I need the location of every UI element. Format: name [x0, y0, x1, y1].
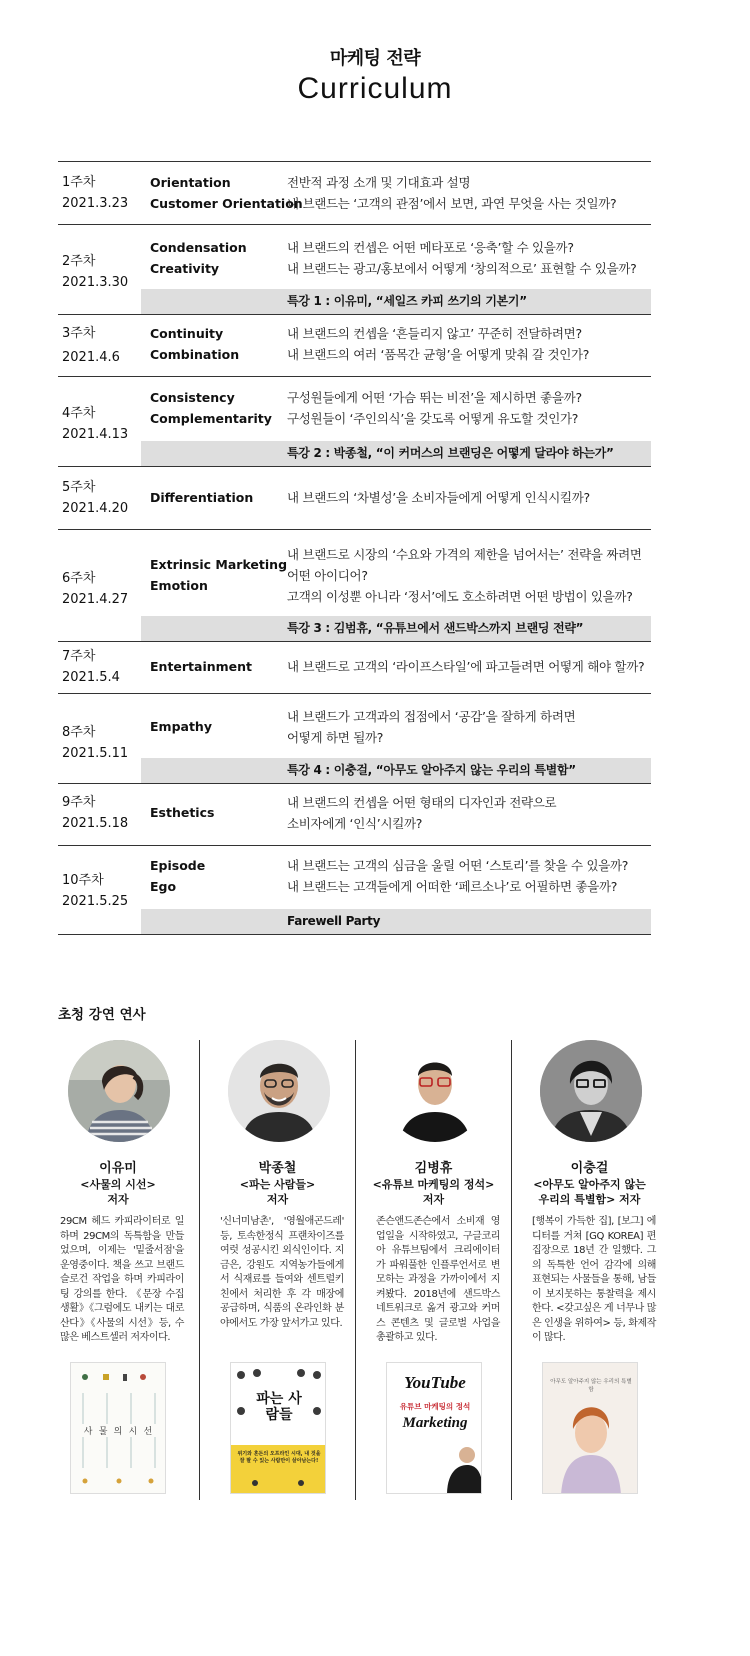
speaker-card [355, 1040, 511, 1500]
week-label [62, 323, 120, 368]
week-row [58, 642, 651, 694]
speaker-book: <유튜브 마케팅의 정석> 저자 [372, 1178, 495, 1206]
book-cover [230, 1362, 326, 1494]
topic: Condensation [150, 240, 247, 255]
topic: Empathy [150, 719, 212, 734]
special-lecture: 특강 2 : 박종철, “이 커머스의 브랜딩은 어떻게 달라야 하는가” [141, 441, 651, 466]
week-label [62, 403, 128, 445]
question: 내 브랜드는 광고/홍보에서 어떻게 ‘창의적으로’ 표현할 수 있을까? [287, 261, 637, 276]
week-date: 2021.5.4 [62, 670, 120, 685]
cover-subtitle: 유튜브 마케팅의 정석 [399, 1402, 471, 1411]
week-row [58, 530, 651, 642]
cover-title: 파는 사람들 [256, 1391, 302, 1423]
topic: Creativity [150, 261, 220, 276]
book-cover [70, 1362, 166, 1494]
week-date: 2021.3.23 [62, 196, 129, 211]
question: 구성원들이 ‘주인의식’을 갖도록 어떻게 유도할 것인가? [287, 411, 579, 426]
week-label [62, 722, 128, 764]
question: 어떤 아이디어? [287, 568, 368, 583]
week-label [62, 646, 120, 688]
week-row [58, 225, 651, 315]
week-questions [287, 792, 651, 834]
week-number: 3주차 [62, 326, 96, 341]
week-number: 8주차 [62, 725, 96, 740]
week-questions [287, 172, 651, 214]
week-number: 9주차 [62, 795, 96, 810]
cover-title: 아무도 알아주지 않는 우리의 특별함 [550, 1379, 632, 1393]
book-cover [386, 1362, 482, 1494]
special-lecture: 특강 4 : 이충걸, “아무도 알아주지 않는 우리의 특별함” [141, 758, 651, 783]
avatar [540, 1040, 642, 1142]
week-row [58, 162, 651, 225]
question: 내 브랜드는 고객의 심금을 울릴 어떤 ‘스토리’를 찾을 수 있을까? [287, 858, 629, 873]
week-row [58, 846, 651, 935]
week-number: 1주차 [62, 175, 96, 190]
week-date: 2021.3.30 [62, 275, 129, 290]
week-questions [287, 487, 651, 508]
question: 내 브랜드의 컨셉을 어떤 형태의 디자인과 전략으로 [287, 795, 557, 810]
cover-title: 사 물 의 시 선 [71, 1424, 166, 1437]
question: 내 브랜드가 고객과의 접점에서 ‘공감’을 잘하게 하려면 [287, 709, 576, 724]
speaker-name: 이유미 [99, 1161, 137, 1176]
week-questions [287, 323, 651, 365]
question: 내 브랜드는 고객들에게 어떠한 ‘페르소나’로 어필하면 좋을까? [287, 879, 618, 894]
avatar [384, 1040, 486, 1142]
page-title-en: Curriculum [297, 72, 453, 105]
curriculum-table [58, 161, 651, 935]
question: 내 브랜드의 컨셉은 어떤 메타포로 ‘응축’할 수 있을까? [287, 240, 574, 255]
question: 내 브랜드는 ‘고객의 관점’에서 보면, 과연 무엇을 사는 것일까? [287, 196, 617, 211]
week-date: 2021.4.6 [62, 350, 120, 365]
week-topics [150, 855, 205, 897]
avatar [228, 1040, 330, 1142]
speaker-card [199, 1040, 355, 1500]
topic: Combination [150, 347, 240, 362]
speaker-bio: [행복이 가득한 집], [보그] 에디터를 거쳐 [GQ KOREA] 편집장으로 18년 간 일했다. 그의 독특한 언어 감각에 의해 표현되는 사물들을 통해, 남들이 보지못하는 통찰력을 제시한다. <갖고싶은 게 너무나 많은 인생을 위하여> 등, 화제작이 많다. [532, 1216, 656, 1343]
speaker-bio: 존슨앤드존슨에서 소비재 영업일을 시작하였고, 구글코리아 유튜브팀에서 크리에이터가 파워풀한 인플루언서로 변모하는 과정을 가까이에서 지켜봤다. 2018년에 샌드박스 네트워크로 옮겨 광고와 커머스 콘텐츠 및 글로벌 사업을 총괄하고 있다. [376, 1216, 500, 1343]
speaker-name: 김병휴 [414, 1161, 453, 1176]
cover-subtitle: 위기와 혼돈의 오프라인 시대, 내 것을 잘 팔 수 있는 사람만이 살아남는다! [237, 1451, 321, 1464]
question: 내 브랜드의 여러 ‘품목간 균형’을 어떻게 맞춰 갈 것인가? [287, 347, 590, 362]
week-date: 2021.4.27 [62, 592, 129, 607]
week-label [62, 477, 128, 519]
week-topics [150, 656, 252, 677]
question: 소비자에게 ‘인식’시킬까? [287, 816, 423, 831]
week-questions [287, 544, 651, 607]
week-topics [150, 172, 303, 214]
topic: Esthetics [150, 805, 215, 820]
week-questions [287, 656, 651, 677]
speaker-book: <사물의 시선> 저자 [80, 1178, 156, 1206]
topic: Entertainment [150, 659, 253, 674]
week-questions [287, 237, 651, 279]
week-row [58, 315, 651, 377]
week-topics [150, 323, 239, 365]
week-topics [150, 802, 214, 823]
speaker-card [40, 1040, 196, 1500]
week-questions [287, 706, 651, 748]
speaker-bio: 29CM 헤드 카피라이터로 일하며 29CM의 독특함을 만들었으며, 이제는 '밑줄서점'을 운영중이다. 책을 쓰고 브랜드 슬로건 작업을 하며 카피라이팅 강의를 한다. 《문장 수집 생활》《그럼에도 내키는 대로 산다》《사물의 시선》등, 수많은 베스트셀러 저자이다. [60, 1216, 184, 1343]
week-label [62, 870, 128, 912]
topic: Differentiation [150, 490, 254, 505]
special-lecture: Farewell Party [141, 909, 651, 934]
week-date: 2021.4.13 [62, 427, 129, 442]
topic: Complementarity [150, 411, 272, 426]
special-lecture: 특강 3 : 김범휴, “유튜브에서 샌드박스까지 브랜딩 전략” [141, 616, 651, 641]
speaker-card [511, 1040, 667, 1500]
question: 전반적 과정 소개 및 기대효과 설명 [287, 175, 471, 190]
week-date: 2021.5.11 [62, 746, 129, 761]
avatar [68, 1040, 170, 1142]
week-date: 2021.5.18 [62, 816, 129, 831]
week-date: 2021.4.20 [62, 501, 129, 516]
week-label [62, 792, 128, 834]
speakers-section [40, 1040, 710, 1500]
week-number: 10주차 [62, 873, 104, 888]
page-header [0, 44, 750, 106]
week-row [58, 377, 651, 467]
page-title-kr: 마케팅 전략 [329, 48, 421, 69]
week-row [58, 784, 651, 846]
question: 내 브랜드로 시장의 ‘수요와 가격의 제한을 넘어서는’ 전략을 짜려면 [287, 547, 642, 562]
week-label [62, 251, 128, 293]
speaker-name: 이충걸 [570, 1161, 609, 1176]
topic: Orientation [150, 175, 231, 190]
question: 고객의 이성뿐 아니라 ‘정서’에도 호소하려면 어떤 방법이 있을까? [287, 589, 633, 604]
speaker-book: <아무도 알아주지 않는 우리의 특별함> 저자 [533, 1178, 646, 1206]
week-topics [150, 554, 287, 596]
week-topics [150, 487, 253, 508]
week-topics [150, 716, 212, 737]
week-label [62, 172, 128, 214]
speaker-name: 박종철 [258, 1161, 297, 1176]
topic: Customer Orientation [150, 196, 303, 211]
book-cover [542, 1362, 638, 1494]
cover-subtitle: Marketing [402, 1415, 468, 1431]
question: 구성원들에게 어떤 ‘가슴 뛰는 비전’을 제시하면 좋을까? [287, 390, 582, 405]
week-date: 2021.5.25 [62, 894, 129, 909]
cover-title: YouTube [404, 1373, 466, 1392]
special-lecture: 특강 1 : 이유미, “세일즈 카피 쓰기의 기본기” [141, 289, 651, 314]
week-row [58, 694, 651, 784]
speakers-heading: 초청 강연 연사 [58, 1007, 146, 1023]
topic: Consistency [150, 390, 235, 405]
week-questions [287, 387, 651, 429]
week-label [62, 568, 128, 610]
question: 내 브랜드의 컨셉을 ‘흔들리지 않고’ 꾸준히 전달하려면? [287, 326, 582, 341]
question: 내 브랜드로 고객의 ‘라이프스타일’에 파고들려면 어떻게 해야 할까? [287, 659, 645, 674]
topic: Extrinsic Marketing [150, 557, 288, 572]
week-topics [150, 387, 272, 429]
topic: Emotion [150, 578, 208, 593]
topic: Episode [150, 858, 206, 873]
week-questions [287, 855, 651, 897]
question: 내 브랜드의 ‘차별성’을 소비자들에게 어떻게 인식시킬까? [287, 490, 590, 505]
speaker-book: <파는 사람들> 저자 [239, 1178, 316, 1206]
week-number: 7주차 [62, 649, 96, 664]
speaker-bio: '신너미남촌', '영월애곤드레' 등, 토속한정식 프랜차이즈를 여럿 성공시킨 외식인이다. 지금은, 강원도 지역농가들에게서 식재료를 들여와 센트럴키친에서 처리한 후 각 매장에 공급하며, 식품의 온라인화 분야에서도 가장 앞서가고 있다. [220, 1216, 344, 1329]
week-number: 4주차 [62, 406, 96, 421]
topic: Ego [150, 879, 177, 894]
week-number: 2주차 [62, 254, 96, 269]
topic: Continuity [150, 326, 224, 341]
question: 어떻게 하면 될까? [287, 730, 384, 745]
week-number: 6주차 [62, 571, 96, 586]
week-row [58, 467, 651, 530]
week-topics [150, 237, 247, 279]
week-number: 5주차 [62, 480, 96, 495]
